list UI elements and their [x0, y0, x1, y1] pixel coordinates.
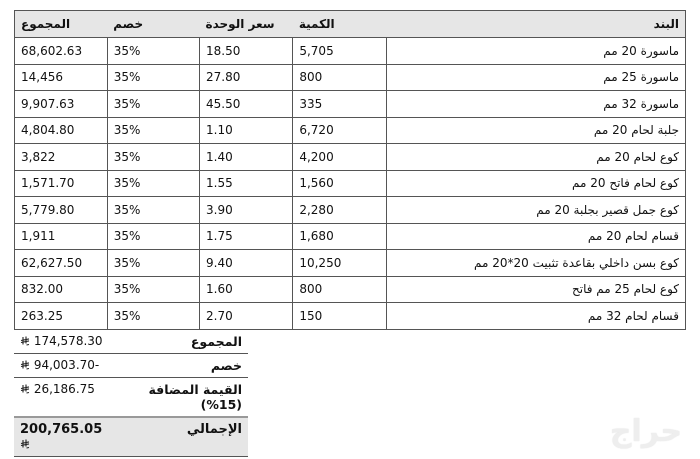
discount: 35%: [107, 303, 199, 330]
quantity: 150: [293, 303, 386, 330]
item-name: كوع جمل قصير بجلبة 20 مم: [386, 197, 685, 224]
discount-row: [14, 354, 248, 378]
grand-total-row: [14, 417, 248, 457]
unit-price: 45.50: [200, 91, 293, 118]
header-item: البند: [386, 11, 685, 38]
item-name: ماسورة 20 مم: [386, 38, 685, 65]
line-total: 263.25: [15, 303, 108, 330]
unit-price: 1.55: [200, 170, 293, 197]
item-name: كوع لحام فاتح 20 مم: [386, 170, 685, 197]
currency-symbol: [20, 358, 30, 372]
haraj-watermark-logo: حراج: [609, 414, 682, 449]
vat-row: [14, 378, 248, 418]
discount: 35%: [107, 64, 199, 91]
item-name: قسام لحام 32 مم: [386, 303, 685, 330]
subtotal-row: [14, 330, 248, 354]
discount: 35%: [107, 117, 199, 144]
unit-price: 1.10: [200, 117, 293, 144]
item-name: ماسورة 32 مم: [386, 91, 685, 118]
header-qty: الكمية: [293, 11, 386, 38]
discount-label: خصم: [116, 354, 248, 378]
discount: 35%: [107, 170, 199, 197]
discount: 35%: [107, 223, 199, 250]
summary-table: [14, 330, 248, 457]
unit-price: 1.40: [200, 144, 293, 171]
discount: 35%: [107, 144, 199, 171]
table-row: [15, 303, 686, 330]
line-total: 3,822: [15, 144, 108, 171]
line-total: 1,571.70: [15, 170, 108, 197]
currency-symbol: [20, 382, 30, 396]
item-name: كوع لحام 25 مم فاتح: [386, 276, 685, 303]
vat-label: القيمة المضافة (15%): [116, 378, 248, 418]
line-total: 9,907.63: [15, 91, 108, 118]
line-total: 832.00: [15, 276, 108, 303]
table-row: [15, 276, 686, 303]
discount-value: -94,003.70: [33, 358, 100, 372]
header-price: سعر الوحدة: [200, 11, 293, 38]
subtotal-label: المجموع: [116, 330, 248, 354]
table-row: [15, 117, 686, 144]
vat-value: 26,186.75: [33, 382, 95, 396]
item-name: كوع لحام 20 مم: [386, 144, 685, 171]
line-total: 14,456: [15, 64, 108, 91]
discount: 35%: [107, 197, 199, 224]
quantity: 800: [293, 64, 386, 91]
table-row: [15, 38, 686, 65]
line-total: 62,627.50: [15, 250, 108, 277]
unit-price: 2.70: [200, 303, 293, 330]
subtotal-value: 174,578.30: [33, 334, 103, 348]
unit-price: 1.60: [200, 276, 293, 303]
item-name: جلبة لحام 20 مم: [386, 117, 685, 144]
unit-price: 9.40: [200, 250, 293, 277]
line-total: 68,602.63: [15, 38, 108, 65]
table-row: [15, 250, 686, 277]
unit-price: 27.80: [200, 64, 293, 91]
grand-total-value: 200,765.05: [20, 422, 103, 437]
discount: 35%: [107, 38, 199, 65]
table-header: [15, 11, 686, 38]
quantity: 2,280: [293, 197, 386, 224]
line-total: 5,779.80: [15, 197, 108, 224]
grand-total-label: الإجمالي: [116, 417, 248, 457]
riyal-icon: [20, 360, 30, 370]
item-name: ماسورة 25 مم: [386, 64, 685, 91]
discount: 35%: [107, 91, 199, 118]
quantity: 1,680: [293, 223, 386, 250]
currency-symbol: [20, 334, 30, 348]
quantity: 5,705: [293, 38, 386, 65]
line-total: 4,804.80: [15, 117, 108, 144]
riyal-icon: [20, 439, 30, 449]
quantity: 4,200: [293, 144, 386, 171]
unit-price: 1.75: [200, 223, 293, 250]
table-row: [15, 223, 686, 250]
unit-price: 18.50: [200, 38, 293, 65]
header-total: المجموع: [15, 11, 108, 38]
table-row: [15, 170, 686, 197]
quantity: 6,720: [293, 117, 386, 144]
line-total: 1,911: [15, 223, 108, 250]
table-row: [15, 64, 686, 91]
table-row: [15, 144, 686, 171]
item-name: كوع بسن داخلي بقاعدة تثبيت 20*20 مم: [386, 250, 685, 277]
quantity: 1,560: [293, 170, 386, 197]
currency-symbol: [20, 437, 30, 452]
discount: 35%: [107, 250, 199, 277]
header-discount: خصم: [107, 11, 199, 38]
quantity: 800: [293, 276, 386, 303]
riyal-icon: [20, 336, 30, 346]
discount: 35%: [107, 276, 199, 303]
unit-price: 3.90: [200, 197, 293, 224]
items-table: [14, 10, 686, 330]
table-row: [15, 197, 686, 224]
table-row: [15, 91, 686, 118]
quantity: 335: [293, 91, 386, 118]
item-name: قسام لحام 20 مم: [386, 223, 685, 250]
quantity: 10,250: [293, 250, 386, 277]
riyal-icon: [20, 384, 30, 394]
